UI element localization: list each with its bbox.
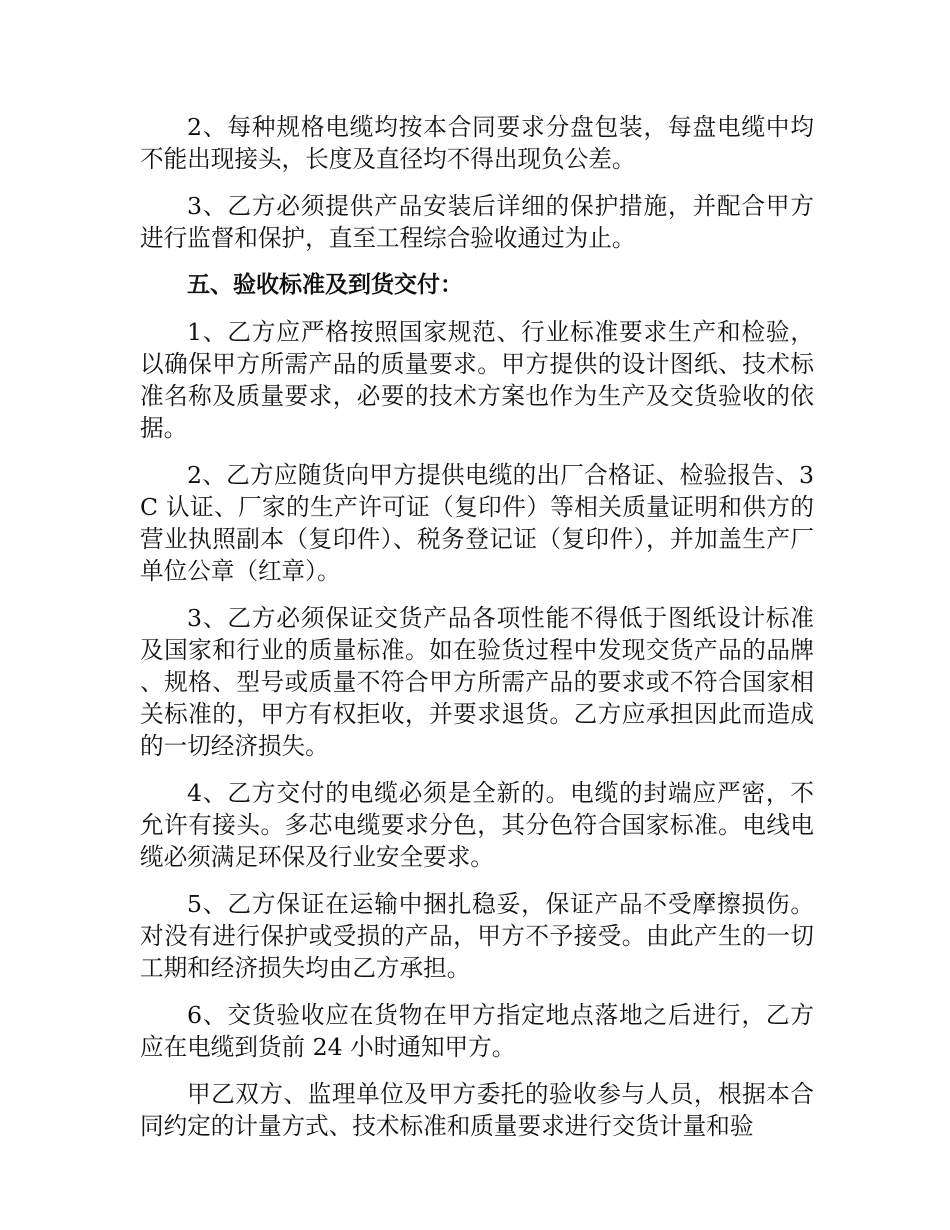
clause-paragraph: 2、乙方应随货向甲方提供电缆的出厂合格证、检验报告、3C 认证、厂家的生产许可证（复印件）等相关质量证明和供方的营业执照副本（复印件）、税务登记证（复印件），并加盖生产厂单位公章（红章）。 (140, 461, 814, 585)
clause-paragraph: 3、乙方必须提供产品安装后详细的保护措施，并配合甲方进行监督和保护，直至工程综合验收通过为止。 (140, 192, 814, 252)
section-heading: 五、验收标准及到货交付： (187, 272, 463, 298)
clause-paragraph: 甲乙双方、监理单位及甲方委托的验收参与人员，根据本合同约定的计量方式、技术标准和质量要求进行交货计量和验 (140, 1080, 814, 1140)
clause-paragraph: 5、乙方保证在运输中捆扎稳妥，保证产品不受摩擦损伤。对没有进行保护或受损的产品，甲方不予接受。由此产生的一切工期和经济损失均由乙方承担。 (140, 890, 814, 982)
clause-paragraph: 3、乙方必须保证交货产品各项性能不得低于图纸设计标准及国家和行业的质量标准。如在验货过程中发现交货产品的品牌、规格、型号或质量不符合甲方所需产品的要求或不符合国家相关标准的，甲方有权拒收，并要求退货。乙方应承担因此而造成的一切经济损失。 (140, 604, 814, 760)
clause-paragraph: 2、每种规格电缆均按本合同要求分盘包装，每盘电缆中均不能出现接头，长度及直径均不得出现负公差。 (140, 113, 814, 173)
clause-paragraph: 4、乙方交付的电缆必须是全新的。电缆的封端应严密，不允许有接头。多芯电缆要求分色，其分色符合国家标准。电线电缆必须满足环保及行业安全要求。 (140, 779, 814, 871)
clause-paragraph: 1、乙方应严格按照国家规范、行业标准要求生产和检验，以确保甲方所需产品的质量要求。甲方提供的设计图纸、技术标准名称及质量要求，必要的技术方案也作为生产及交货验收的依据。 (140, 318, 814, 442)
clause-paragraph: 6、交货验收应在货物在甲方指定地点落地之后进行，乙方应在电缆到货前 24 小时通知甲方。 (140, 1001, 814, 1061)
